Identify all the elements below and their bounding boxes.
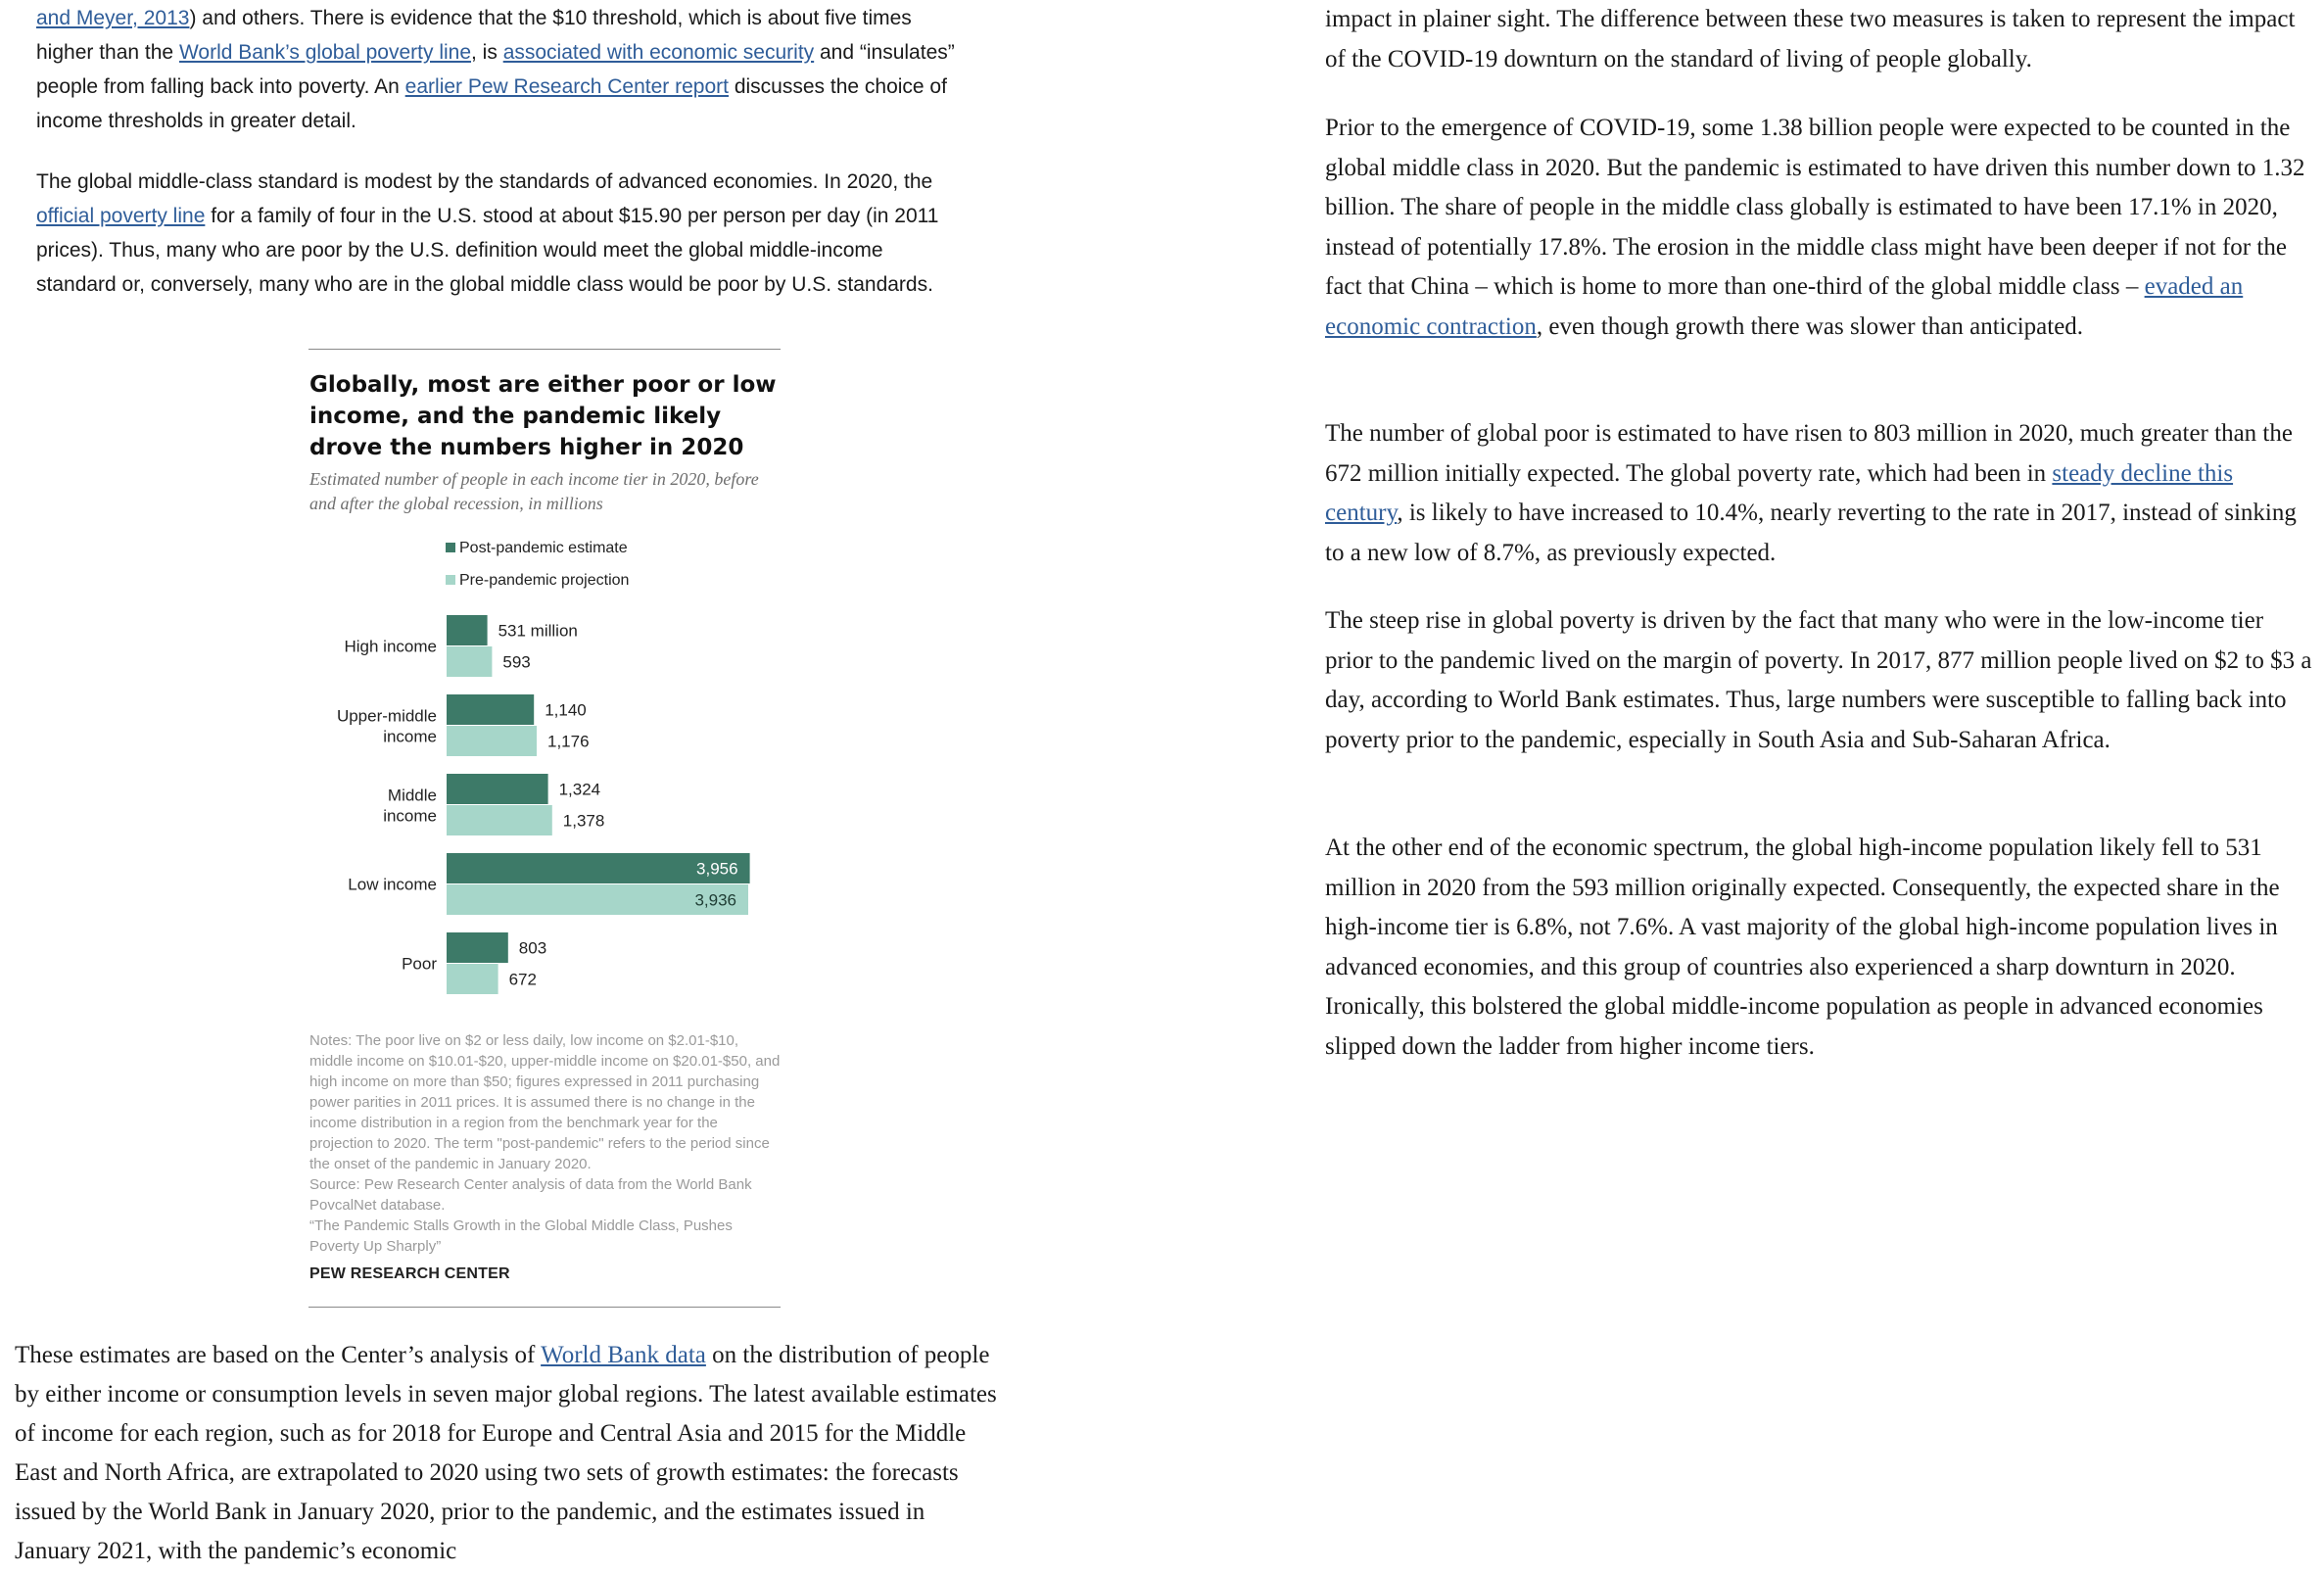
text: , even though growth there was slower than anticipated. xyxy=(1536,312,2084,340)
paragraph-steep-rise: The steep rise in global poverty is driven by the fact that many who were in the low-income tier prior to the pandemic lived on the margin of poverty. In 2017, 877 million people lived on $2 to $3 a day, according to World Bank estimates. Thus, large numbers were susceptible to falling back into poverty prior to the pandemic, especially in South Asia and Sub-Saharan Africa. xyxy=(1325,607,2312,753)
text: , is likely to have increased to 10.4%, nearly reverting to the rate in 2017, instead of sinking to a new low of 8.7%, as previously expected. xyxy=(1325,500,2297,566)
notes-text: Notes: The poor live on $2 or less daily, low income on $2.01-$10, middle income on $10.01-$20, upper-middle income on $20.01-$50, and high income on more than $50; figures expressed in 2011 purchasing power parities in 2011 prices. It is assumed there is no change in the income distribution in a region from the benchmark year for the projection to 2020. The term "post-pandemic" refers to the period since the onset of the pandemic in January 2020. xyxy=(309,1032,781,1172)
bar xyxy=(447,964,498,994)
income-tier-chart xyxy=(308,349,781,1308)
link-evaded-contraction[interactable]: evaded an economic contraction xyxy=(1325,273,2244,340)
text: and “insulates” people from falling back into poverty. An xyxy=(36,41,955,98)
paragraph-estimates-method xyxy=(15,1336,999,1571)
data-label: 531 million xyxy=(498,621,578,641)
chart-subtitle: Estimated number of people in each income tier in 2020, before and after the global recession, in millions xyxy=(309,469,759,513)
text: These estimates are based on the Center’s analysis of xyxy=(15,1342,542,1368)
link-earlier-pew-report[interactable]: earlier Pew Research Center report xyxy=(404,75,729,98)
category-label: Upper-middle income xyxy=(336,706,437,746)
link-meyer-2013[interactable]: and Meyer, 2013 xyxy=(36,7,190,29)
paragraph-thresholds xyxy=(36,1,967,138)
data-label: 1,140 xyxy=(545,700,587,720)
data-label: 672 xyxy=(508,970,537,989)
category-label: Poor xyxy=(402,954,437,974)
category-label: Low income xyxy=(348,875,437,894)
bar xyxy=(447,646,492,677)
legend-label-post: Post-pandemic estimate xyxy=(459,540,628,556)
bar xyxy=(447,615,488,645)
paragraph-middle-class-erosion xyxy=(1325,109,2316,347)
data-label: 803 xyxy=(518,938,547,958)
bar xyxy=(447,694,534,725)
paragraph-middle-class-standard xyxy=(36,165,967,302)
link-world-bank-data[interactable]: World Bank data xyxy=(541,1342,706,1368)
data-label: 1,176 xyxy=(547,732,590,751)
link-world-bank-poverty-line[interactable]: World Bank’s global poverty line xyxy=(178,41,472,64)
chart-title: Globally, most are either poor or low income, and the pandemic likely drove the numbers higher in 2020 xyxy=(309,372,777,460)
text: The global middle-class standard is modest by the standards of advanced economies. In 2020, the xyxy=(36,170,933,193)
text: ) and others. There is evidence that the $10 threshold, which is about five times higher than the xyxy=(36,7,912,64)
source-text: Source: Pew Research Center analysis of data from the World Bank PovcalNet database. xyxy=(309,1176,752,1214)
text: on the distribution of people by either income or consumption levels in seven major global regions. The latest available estimates of income for each region, such as for 2018 for Europe and Central Asia and 2015 for the Middle East and North Africa, are extrapolated to 2020 using two sets of growth estimates: the forecasts issued by the World Bank in January 2020, prior to the pandemic, and the estimates issued in January 2021, with the pandemic’s economic xyxy=(15,1342,997,1564)
text: Prior to the emergence of COVID-19, some 1.38 billion people were expected to be counted in the global middle class in 2020. But the pandemic is estimated to have driven this number down to 1.32 billion. The share of people in the middle class globally is estimated to have been 17.1% in 2020, instead of potentially 17.8%. The erosion in the middle class might have been deeper if not for the fact that China – which is home to more than one-third of the global middle class – xyxy=(1325,115,2305,300)
data-label: 593 xyxy=(502,652,531,672)
category-label: Middle income xyxy=(383,786,437,826)
bar xyxy=(447,774,548,804)
bar-plot xyxy=(308,350,781,1016)
data-label: 1,378 xyxy=(562,811,605,831)
chart-notes xyxy=(309,1030,784,1257)
text: for a family of four in the U.S. stood at about $15.90 per person per day (in 2011 prices). Thus, many who are poor by the U.S. definition would meet the global middle-income standard or, conversely, many who are in the global middle class would be poor by U.S. standards. xyxy=(36,205,939,296)
chart-credit: PEW RESEARCH CENTER xyxy=(309,1265,510,1282)
paragraph-impact: impact in plainer sight. The difference between these two measures is taken to represent the impact of the COVID-19 downturn on the standard of living of people globally. xyxy=(1325,6,2296,72)
paragraph-global-poor xyxy=(1325,414,2316,573)
category-label: High income xyxy=(344,637,437,656)
legend-label-pre: Pre-pandemic projection xyxy=(459,572,630,589)
data-label: 3,936 xyxy=(694,890,736,910)
bar xyxy=(447,726,537,756)
text: The number of global poor is estimated to have risen to 803 million in 2020, much greater than the 672 million initially expected. The global poverty rate, which had been in xyxy=(1325,420,2293,487)
text: discusses the choice of income thresholds in greater detail. xyxy=(36,75,947,132)
text: , is xyxy=(471,41,503,64)
link-economic-security[interactable]: associated with economic security xyxy=(502,41,815,64)
paragraph-high-income: At the other end of the economic spectrum, the global high-income population likely fell to 531 million in 2020 from the 593 million originally expected. Consequently, the expected share in the high-income tier is 6.8%, not 7.6%. A vast majority of the global high-income population lives in advanced economies, and this group of countries also experienced a sharp downturn in 2020. Ironically, this bolstered the global middle-income population as people in advanced economies slipped down the ladder from higher income tiers. xyxy=(1325,835,2280,1060)
link-official-poverty-line[interactable]: official poverty line xyxy=(36,205,206,227)
bar xyxy=(447,932,508,963)
data-label: 3,956 xyxy=(696,859,738,879)
data-label: 1,324 xyxy=(558,780,601,799)
report-title: “The Pandemic Stalls Growth in the Global Middle Class, Pushes Poverty Up Sharply” xyxy=(309,1217,733,1255)
bar xyxy=(447,805,552,835)
link-steady-decline[interactable]: steady decline this century xyxy=(1325,459,2234,526)
